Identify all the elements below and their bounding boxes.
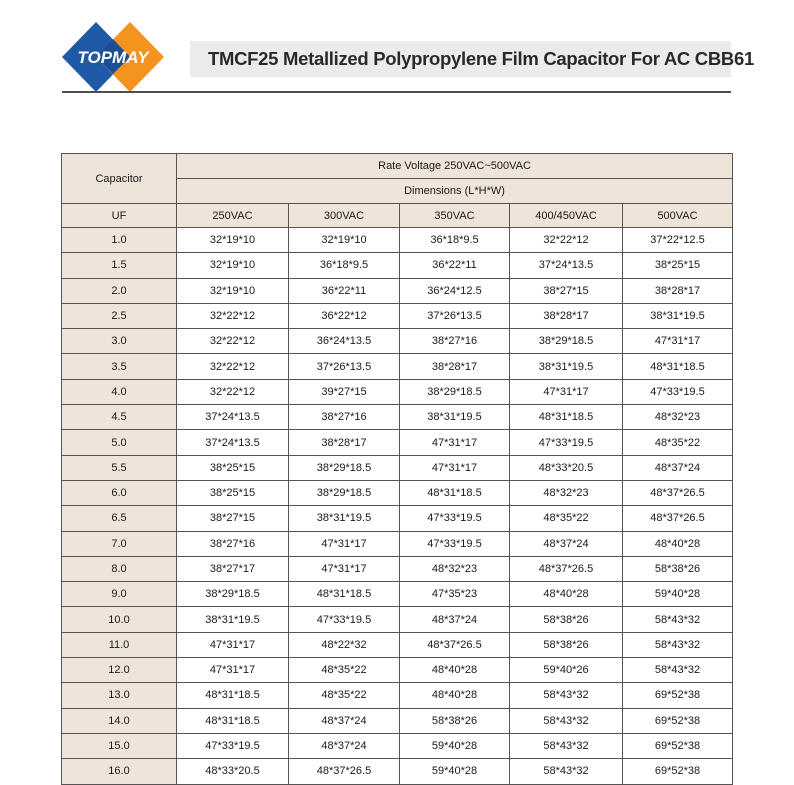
capacitance-cell: 1.5 (62, 253, 177, 278)
dimension-cell: 36*24*12.5 (400, 278, 510, 303)
dimension-cell: 47*35*23 (400, 582, 510, 607)
dimension-cell: 48*40*28 (623, 531, 733, 556)
dimension-cell: 48*40*28 (400, 658, 510, 683)
dimension-cell: 59*40*26 (510, 658, 623, 683)
dimension-cell: 32*19*10 (177, 278, 289, 303)
dimension-cell: 48*35*22 (623, 430, 733, 455)
capacitance-cell: 16.0 (62, 759, 177, 784)
dimension-cell: 38*28*17 (510, 303, 623, 328)
dimension-cell: 59*40*28 (400, 759, 510, 784)
dimension-cell: 36*24*13.5 (289, 329, 400, 354)
dimension-cell: 48*40*28 (510, 582, 623, 607)
table-row (62, 683, 733, 708)
dimension-cell: 59*40*28 (400, 733, 510, 758)
dimension-cell: 69*52*38 (623, 733, 733, 758)
dimension-cell: 37*26*13.5 (289, 354, 400, 379)
table-row (62, 228, 733, 253)
table-row (62, 607, 733, 632)
dimension-cell: 38*31*19.5 (510, 354, 623, 379)
column-header: 250VAC (177, 204, 289, 228)
capacitance-cell: 5.0 (62, 430, 177, 455)
dimension-cell: 48*31*18.5 (623, 354, 733, 379)
dimension-cell: 48*32*23 (623, 405, 733, 430)
dimension-cell: 47*31*17 (289, 556, 400, 581)
column-header: 300VAC (289, 204, 400, 228)
dimension-cell: 48*37*24 (623, 455, 733, 480)
dimension-cell: 38*25*15 (177, 480, 289, 505)
dimension-cell: 32*19*10 (289, 228, 400, 253)
dimension-cell: 48*31*18.5 (510, 405, 623, 430)
dimension-cell: 58*38*26 (400, 708, 510, 733)
dimension-cell: 37*24*13.5 (510, 253, 623, 278)
dimension-cell: 48*37*26.5 (623, 480, 733, 505)
dimension-cell: 48*37*24 (510, 531, 623, 556)
dimension-cell: 48*37*26.5 (400, 632, 510, 657)
dimension-cell: 36*22*11 (400, 253, 510, 278)
dimension-cell: 48*37*24 (289, 708, 400, 733)
dimension-cell: 58*43*32 (510, 708, 623, 733)
dimension-cell: 38*25*15 (623, 253, 733, 278)
dimension-cell: 48*33*20.5 (177, 759, 289, 784)
dimension-cell: 32*19*10 (177, 253, 289, 278)
dimension-cell: 38*29*18.5 (289, 480, 400, 505)
dimension-cell: 47*33*19.5 (177, 733, 289, 758)
capacitance-cell: 15.0 (62, 733, 177, 758)
header-divider (62, 91, 731, 93)
capacitance-cell: 1.0 (62, 228, 177, 253)
dimension-cell: 32*19*10 (177, 228, 289, 253)
dimension-cell: 36*22*11 (289, 278, 400, 303)
column-header: 500VAC (623, 204, 733, 228)
capacitor-header: Capacitor (62, 154, 177, 204)
dimension-cell: 48*31*18.5 (400, 480, 510, 505)
table-row (62, 708, 733, 733)
capacitance-cell: 2.5 (62, 303, 177, 328)
dimension-cell: 38*29*18.5 (400, 379, 510, 404)
dimension-cell: 48*37*26.5 (623, 506, 733, 531)
capacitance-cell: 11.0 (62, 632, 177, 657)
uf-header: UF (62, 204, 177, 228)
dimension-cell: 38*28*17 (400, 354, 510, 379)
table-row (62, 480, 733, 505)
dimension-cell: 47*33*19.5 (289, 607, 400, 632)
topmay-logo (62, 22, 164, 92)
dimension-cell: 48*37*26.5 (510, 556, 623, 581)
capacitance-cell: 3.0 (62, 329, 177, 354)
dimension-cell: 38*31*19.5 (623, 303, 733, 328)
dimension-cell: 39*27*15 (289, 379, 400, 404)
dimension-cell: 32*22*12 (177, 354, 289, 379)
capacitance-cell: 7.0 (62, 531, 177, 556)
dimension-cell: 58*43*32 (623, 607, 733, 632)
dimension-cell: 48*35*22 (289, 683, 400, 708)
dimension-cell: 48*32*23 (400, 556, 510, 581)
dimension-cell: 32*22*12 (177, 303, 289, 328)
table-row (62, 733, 733, 758)
table-row (62, 455, 733, 480)
dimension-cell: 38*29*18.5 (289, 455, 400, 480)
capacitance-cell: 4.0 (62, 379, 177, 404)
table-row (62, 658, 733, 683)
dimension-cell: 37*26*13.5 (400, 303, 510, 328)
table-row (62, 253, 733, 278)
dimension-cell: 36*18*9.5 (400, 228, 510, 253)
dimension-cell: 47*31*17 (400, 430, 510, 455)
table-row (62, 303, 733, 328)
column-header: 350VAC (400, 204, 510, 228)
dimension-cell: 47*31*17 (623, 329, 733, 354)
dimension-cell: 47*31*17 (177, 632, 289, 657)
dimension-cell: 48*31*18.5 (177, 708, 289, 733)
dimension-cell: 38*29*18.5 (177, 582, 289, 607)
dimension-cell: 47*33*19.5 (400, 506, 510, 531)
dimension-cell: 58*43*32 (623, 632, 733, 657)
table-row (62, 430, 733, 455)
dimension-cell: 48*37*24 (400, 607, 510, 632)
table-row (62, 759, 733, 784)
capacitance-cell: 4.5 (62, 405, 177, 430)
capacitance-cell: 2.0 (62, 278, 177, 303)
dimension-cell: 47*33*19.5 (400, 531, 510, 556)
dimension-cell: 38*28*17 (623, 278, 733, 303)
dimension-cell: 48*33*20.5 (510, 455, 623, 480)
capacitance-cell: 13.0 (62, 683, 177, 708)
dimension-cell: 58*38*26 (623, 556, 733, 581)
dimension-cell: 48*32*23 (510, 480, 623, 505)
dimension-cell: 47*31*17 (177, 658, 289, 683)
dimension-cell: 32*22*12 (177, 379, 289, 404)
dimension-cell: 48*31*18.5 (289, 582, 400, 607)
capacitance-cell: 12.0 (62, 658, 177, 683)
dimension-cell: 38*28*17 (289, 430, 400, 455)
table-row (62, 329, 733, 354)
dimension-cell: 48*35*22 (289, 658, 400, 683)
table-body (62, 228, 733, 785)
dimension-cell: 36*18*9.5 (289, 253, 400, 278)
title-bar (190, 41, 754, 77)
dimension-cell: 48*37*26.5 (289, 759, 400, 784)
dimension-cell: 37*24*13.5 (177, 430, 289, 455)
voltage-group-header: Rate Voltage 250VAC~500VAC (177, 154, 733, 179)
dimension-cell: 37*22*12.5 (623, 228, 733, 253)
dimension-cell: 47*33*19.5 (510, 430, 623, 455)
capacitance-cell: 6.0 (62, 480, 177, 505)
capacitance-cell: 8.0 (62, 556, 177, 581)
capacitance-cell: 14.0 (62, 708, 177, 733)
dimension-cell: 38*27*15 (177, 506, 289, 531)
dimension-cell: 48*40*28 (400, 683, 510, 708)
dimension-cell: 69*52*38 (623, 759, 733, 784)
table-row (62, 405, 733, 430)
capacitance-cell: 5.5 (62, 455, 177, 480)
capacitance-cell: 6.5 (62, 506, 177, 531)
dimension-cell: 48*31*18.5 (177, 683, 289, 708)
table-row (62, 556, 733, 581)
dimension-cell: 69*52*38 (623, 708, 733, 733)
dimension-cell: 38*25*15 (177, 455, 289, 480)
dimension-cell: 38*29*18.5 (510, 329, 623, 354)
table-row (62, 506, 733, 531)
dimension-cell: 38*27*17 (177, 556, 289, 581)
dimension-cell: 58*43*32 (510, 683, 623, 708)
table-row (62, 632, 733, 657)
dimension-cell: 58*43*32 (510, 733, 623, 758)
dimensions-table (61, 153, 733, 785)
capacitance-cell: 9.0 (62, 582, 177, 607)
dimension-cell: 38*31*19.5 (177, 607, 289, 632)
dimension-cell: 47*31*17 (400, 455, 510, 480)
dimension-cell: 47*31*17 (289, 531, 400, 556)
dimension-cell: 37*24*13.5 (177, 405, 289, 430)
dimension-cell: 32*22*12 (510, 228, 623, 253)
dimension-cell: 38*31*19.5 (289, 506, 400, 531)
dimension-cell: 48*37*24 (289, 733, 400, 758)
dimension-cell: 58*43*32 (623, 658, 733, 683)
column-header: 400/450VAC (510, 204, 623, 228)
table-row (62, 354, 733, 379)
dimension-cell: 38*27*16 (289, 405, 400, 430)
table-row (62, 278, 733, 303)
table-row (62, 531, 733, 556)
dimension-cell: 38*27*15 (510, 278, 623, 303)
dimension-cell: 47*33*19.5 (623, 379, 733, 404)
dimension-cell: 47*31*17 (510, 379, 623, 404)
dimension-cell: 59*40*28 (623, 582, 733, 607)
dimension-cell: 58*38*26 (510, 607, 623, 632)
capacitance-cell: 3.5 (62, 354, 177, 379)
dimension-cell: 38*27*16 (177, 531, 289, 556)
dimension-cell: 48*22*32 (289, 632, 400, 657)
dimension-cell: 36*22*12 (289, 303, 400, 328)
table-row (62, 582, 733, 607)
dimensions-subheader: Dimensions (L*H*W) (177, 179, 733, 204)
dimension-cell: 32*22*12 (177, 329, 289, 354)
page-title: TMCF25 Metallized Polypropylene Film Capacitor For AC CBB61 (208, 48, 754, 69)
dimension-cell: 58*38*26 (510, 632, 623, 657)
dimension-cell: 69*52*38 (623, 683, 733, 708)
dimension-cell: 58*43*32 (510, 759, 623, 784)
dimension-cell: 38*31*19.5 (400, 405, 510, 430)
dimension-cell: 38*27*16 (400, 329, 510, 354)
table-row (62, 379, 733, 404)
dimension-cell: 48*35*22 (510, 506, 623, 531)
capacitance-cell: 10.0 (62, 607, 177, 632)
logo-text: TOPMAY (77, 48, 149, 67)
